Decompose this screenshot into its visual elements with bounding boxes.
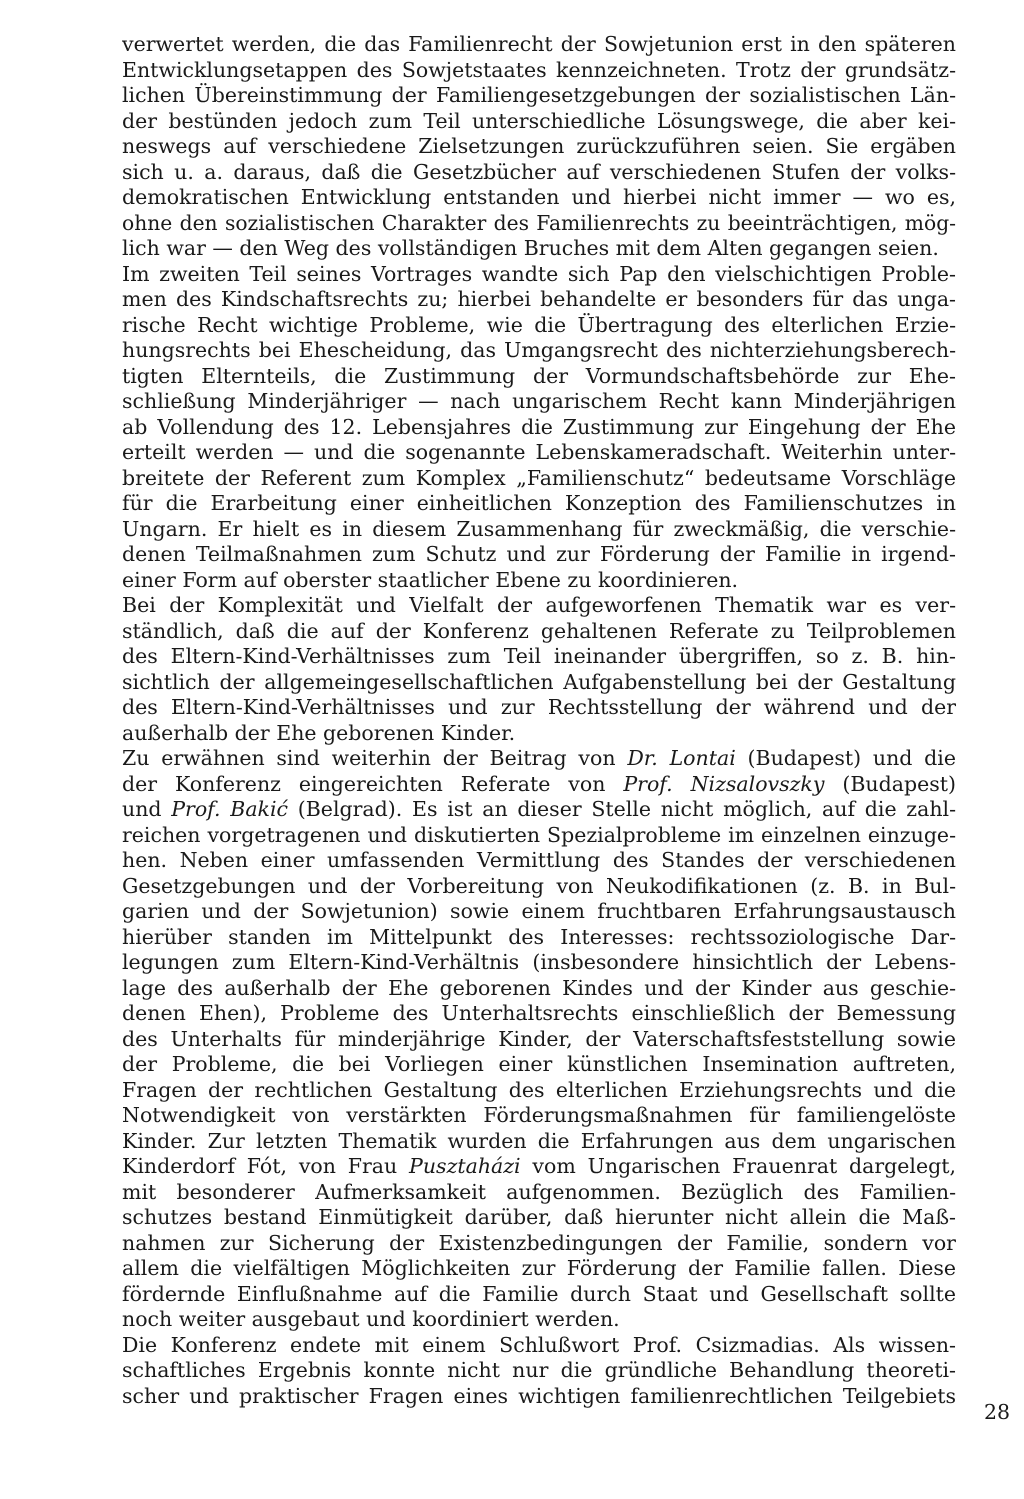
text-run: (Belgrad). Es ist an dieser Stelle nicht möglich, auf die zahl-: [288, 797, 956, 821]
text-line: Entwicklungsetappen des Sowjetstaates kennzeichneten. Trotz der grundsätz-: [122, 57, 956, 82]
text-line: des Eltern-Kind-Verhältnisses und zur Rechtsstellung der während und der: [122, 695, 956, 719]
text-line: des Unterhalts für minderjährige Kinder, der Vaterschaftsfeststellung sowie: [122, 1026, 956, 1051]
text-line: noch weiter ausgebaut und koordiniert werden.: [122, 1307, 620, 1331]
text-line: breitete der Referent zum Komplex „Familienschutz“ bedeutsame Vorschläge: [122, 465, 956, 490]
text-line: Notwendigkeit von verstärkten Förderungsmaßnahmen für familiengelöste: [122, 1103, 956, 1127]
text-line: scher und praktischer Fragen eines wichtigen familienrechtlichen Teilgebiets: [122, 1383, 956, 1408]
text-line: rische Recht wichtige Probleme, wie die Übertragung des elterlichen Erzie-: [122, 312, 956, 337]
text-line: des Eltern-Kind-Verhältnisses zum Teil ineinander übergriffen, so z. B. hin-: [122, 644, 956, 668]
italic-name: Prof. Nizsalovszky: [623, 771, 825, 796]
italic-name: Pusztaházi: [409, 1154, 521, 1178]
text-line: schließung Minderjähriger — nach ungarischem Recht kann Minderjährigen: [122, 389, 956, 413]
text-line: neswegs auf verschiedene Zielsetzungen zurückzuführen seien. Sie ergäben: [122, 134, 956, 158]
text-line: fördernde Einflußnahme auf die Familie durch Staat und Gesellschaft sollte: [122, 1281, 956, 1306]
text-line: einer Form auf oberster staatlicher Ebene zu koordinieren.: [122, 567, 739, 592]
text-line: nahmen zur Sicherung der Existenzbedingungen der Familie, sondern vor: [122, 1230, 956, 1255]
text-line: erteilt werden — und die sogenannte Lebenskameradschaft. Weiterhin unter-: [122, 440, 956, 464]
text-line: legungen zum Eltern-Kind-Verhältnis (insbesondere hinsichtlich der Lebens-: [122, 950, 956, 974]
text-line: verwertet werden, die das Familienrecht der Sowjetunion erst in den späteren: [122, 32, 956, 56]
text-line: sich u. a. daraus, daß die Gesetzbücher auf verschiedenen Stufen der volks-: [122, 159, 956, 184]
text-line: denen Teilmaßnahmen zum Schutz und zur Förderung der Familie in irgend-: [122, 542, 956, 566]
text-line: schaftliches Ergebnis konnte nicht nur die gründliche Behandlung theoreti-: [122, 1358, 956, 1382]
text-run: Zu erwähnen sind weiterhin der Beitrag von: [122, 746, 628, 770]
text-line: Fragen der rechtlichen Gestaltung des elterlichen Erziehungsrechts und die: [122, 1077, 956, 1102]
text-line: [122, 772, 956, 798]
text-line: lage des außerhalb der Ehe geborenen Kindes und der Kinder aus geschie-: [122, 975, 956, 1000]
text-line: schutzes bestand Einmütigkeit darüber, daß hierunter nicht allein die Maß-: [122, 1205, 956, 1229]
text-line: lichen Übereinstimmung der Familiengesetzgebungen der sozialistischen Län-: [122, 83, 956, 107]
text-line: Im zweiten Teil seines Vortrages wandte sich Pap den vielschichtigen Proble-: [122, 261, 956, 286]
text-line: ohne den sozialistischen Charakter des Familienrechts zu beeinträchtigen, mög-: [122, 210, 956, 235]
text-line: allem die vielfältigen Möglichkeiten zur Förderung der Familie fallen. Diese: [122, 1256, 956, 1280]
italic-name: Prof. Bakić: [171, 797, 289, 821]
body-text: [122, 32, 956, 1409]
text-line: tigten Elternteils, die Zustimmung der Vormundschaftsbehörde zur Ehe-: [122, 363, 956, 388]
text-line: men des Kindschaftsrechts zu; hierbei behandelte er besonders für das unga-: [122, 287, 956, 311]
page-number: 28: [984, 1400, 1011, 1424]
text-run: und: [122, 797, 172, 821]
italic-name: Dr. Lontai: [627, 746, 736, 770]
text-run: Kinderdorf Fót, von Frau: [122, 1154, 410, 1178]
text-line: reichen vorgetragenen und diskutierten Spezialprobleme im einzelnen einzuge-: [122, 822, 956, 847]
text-line: Bei der Komplexität und Vielfalt der aufgeworfenen Thematik war es ver-: [122, 593, 956, 617]
text-line: Gesetzgebungen und der Vorbereitung von Neukodifikationen (z. B. in Bul-: [122, 873, 956, 898]
text-line: Kinder. Zur letzten Thematik wurden die Erfahrungen aus dem ungarischen: [122, 1128, 956, 1153]
text-line: für die Erarbeitung einer einheitlichen Konzeption des Familienschutzes in: [122, 491, 956, 515]
text-line: lich war — den Weg des vollständigen Bruches mit dem Alten gegangen seien.: [122, 236, 939, 260]
text-run: der Konferenz eingereichten Referate von: [122, 771, 624, 796]
text-line: der bestünden jedoch zum Teil unterschiedliche Lösungswege, die aber kei-: [122, 108, 956, 133]
text-line: demokratischen Entwicklung entstanden und hierbei nicht immer — wo es,: [122, 185, 956, 209]
text-line: garien und der Sowjetunion) sowie einem fruchtbaren Erfahrungsaustausch: [122, 899, 956, 923]
text-line: hen. Neben einer umfassenden Vermittlung des Standes der verschiedenen: [122, 848, 956, 872]
text-line: Ungarn. Er hielt es in diesem Zusammenhang für zweckmäßig, die verschie-: [122, 516, 956, 541]
text-line: sichtlich der allgemeingesellschaftlichen Aufgabenstellung bei der Gestaltung: [122, 669, 956, 694]
text-line: ab Vollendung des 12. Lebensjahres die Zustimmung zur Eingehung der Ehe: [122, 414, 956, 439]
text-run: vom Ungarischen Frauenrat dargelegt,: [520, 1154, 956, 1178]
text-run: (Budapest): [824, 771, 956, 796]
text-line: mit besonderer Aufmerksamkeit aufgenommen. Bezüglich des Familien-: [122, 1179, 956, 1204]
text-run: (Budapest) und die: [735, 746, 956, 770]
text-line: [122, 746, 956, 772]
text-line: hungsrechts bei Ehescheidung, das Umgangsrecht des nichterziehungsberech-: [122, 338, 956, 362]
text-line: Die Konferenz endete mit einem Schlußwort Prof. Csizmadias. Als wissen-: [122, 1332, 956, 1357]
text-line: ständlich, daß die auf der Konferenz gehaltenen Referate zu Teilproblemen: [122, 618, 956, 643]
text-line: [122, 797, 956, 823]
text-line: der Probleme, die bei Vorliegen einer künstlichen Insemination auftreten,: [122, 1052, 956, 1076]
text-line: hierüber standen im Mittelpunkt des Interesses: rechtssoziologische Dar-: [122, 924, 956, 949]
text-line: außerhalb der Ehe geborenen Kinder.: [122, 720, 516, 745]
text-line: denen Ehen), Probleme des Unterhaltsrechts einschließlich der Bemessung: [122, 1001, 956, 1025]
text-line: [122, 1154, 956, 1180]
